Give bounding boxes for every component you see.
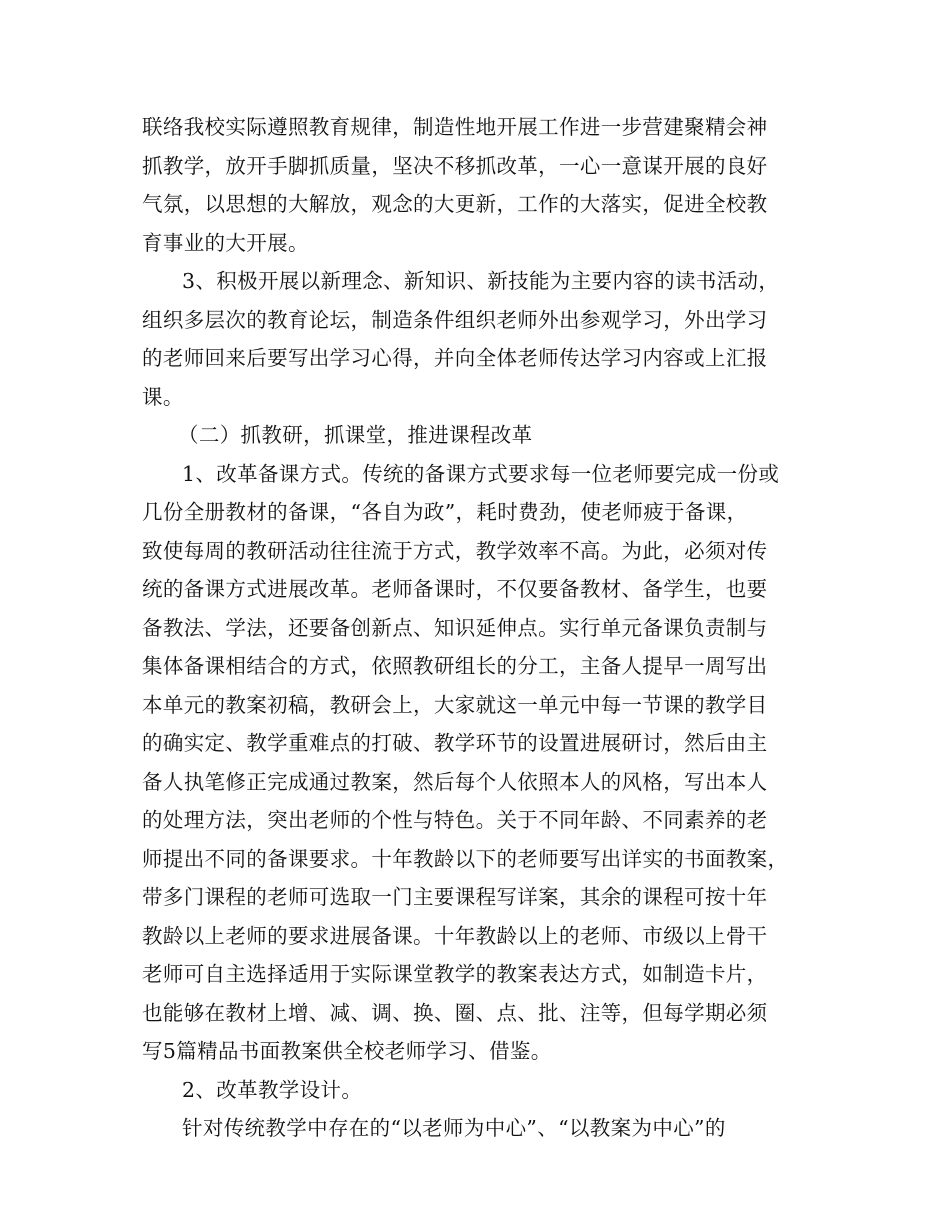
paragraph-line: 3、积极开展以新理念、新知识、新技能为主要内容的读书活动， xyxy=(182,269,780,293)
paragraph-line: 的处理方法，突出老师的个性与特色。关于不同年龄、不同素养的老 xyxy=(142,808,768,832)
paragraph-line: 组织多层次的教育论坛，制造条件组织老师外出参观学习，外出学习 xyxy=(142,307,768,332)
paragraph-line: 教龄以上老师的要求进展备课。十年教龄以上的老师、市级以上骨干 xyxy=(142,923,768,948)
paragraph-line: 带多门课程的老师可选取一门主要课程写详案，其余的课程可按十年 xyxy=(142,885,768,909)
paragraph-line: 备人执笔修正完成通过教案，然后每个人依照本人的风格，写出本人 xyxy=(142,769,768,794)
paragraph-line: 2、改革教学设计。 xyxy=(182,1077,363,1102)
paragraph-line: 1、改革备课方式。传统的备课方式要求每一位老师要完成一份或 xyxy=(182,461,780,486)
paragraph-line: 师提出不同的备课要求。十年教龄以下的老师要写出详实的书面教案， xyxy=(142,846,789,871)
body-text xyxy=(142,108,822,1148)
paragraph-line: 育事业的大开展。 xyxy=(142,230,309,255)
paragraph-line: 集体备课相结合的方式，依照教研组长的分工，主备人提早一周写出 xyxy=(142,654,768,678)
paragraph-line: 也能够在教材上增、减、调、换、圈、点、批、注等，但每学期必须 xyxy=(142,1000,768,1025)
paragraph-line: 写5篇精品书面教案供全校老师学习、借鉴。 xyxy=(142,1039,552,1063)
paragraph-line: 本单元的教案初稿，教研会上，大家就这一单元中每一节课的教学目 xyxy=(142,692,768,717)
paragraph-line: 抓教学，放开手脚抓质量，坚决不移抓改革，一心一意谋开展的良好 xyxy=(142,153,768,178)
paragraph-line: 致使每周的教研活动往往流于方式，教学效率不高。为此，必须对传 xyxy=(142,538,768,563)
paragraph-line: 气氛，以思想的大解放，观念的大更新，工作的大落实，促进全校教 xyxy=(142,192,768,216)
paragraph-line: 老师可自主选择适用于实际课堂教学的教案表达方式，如制造卡片， xyxy=(142,962,768,986)
paragraph-line: 的确实定、教学重难点的打破、教学环节的设置进展研讨，然后由主 xyxy=(142,731,768,755)
section-heading: （二）抓教研，抓课堂，推进课程改革 xyxy=(178,423,533,447)
paragraph-line: 的老师回来后要写出学习心得，并向全体老师传达学习内容或上汇报 xyxy=(142,346,768,370)
paragraph-line: 几份全册教材的备课，“各自为政”，耗时费劲，使老师疲于备课， xyxy=(142,500,748,524)
paragraph-line: 备教法、学法，还要备创新点、知识延伸点。实行单元备课负责制与 xyxy=(142,615,768,640)
paragraph-line: 课。 xyxy=(142,384,184,409)
paragraph-line: 统的备课方式进展改革。老师备课时，不仅要备教材、备学生，也要 xyxy=(142,577,768,601)
paragraph-line: 针对传统教学中存在的“以老师为中心”、“以教案为中心”的 xyxy=(182,1116,726,1140)
paragraph-line: 联络我校实际遵照教育规律，制造性地开展工作进一步营建聚精会神 xyxy=(142,115,768,139)
